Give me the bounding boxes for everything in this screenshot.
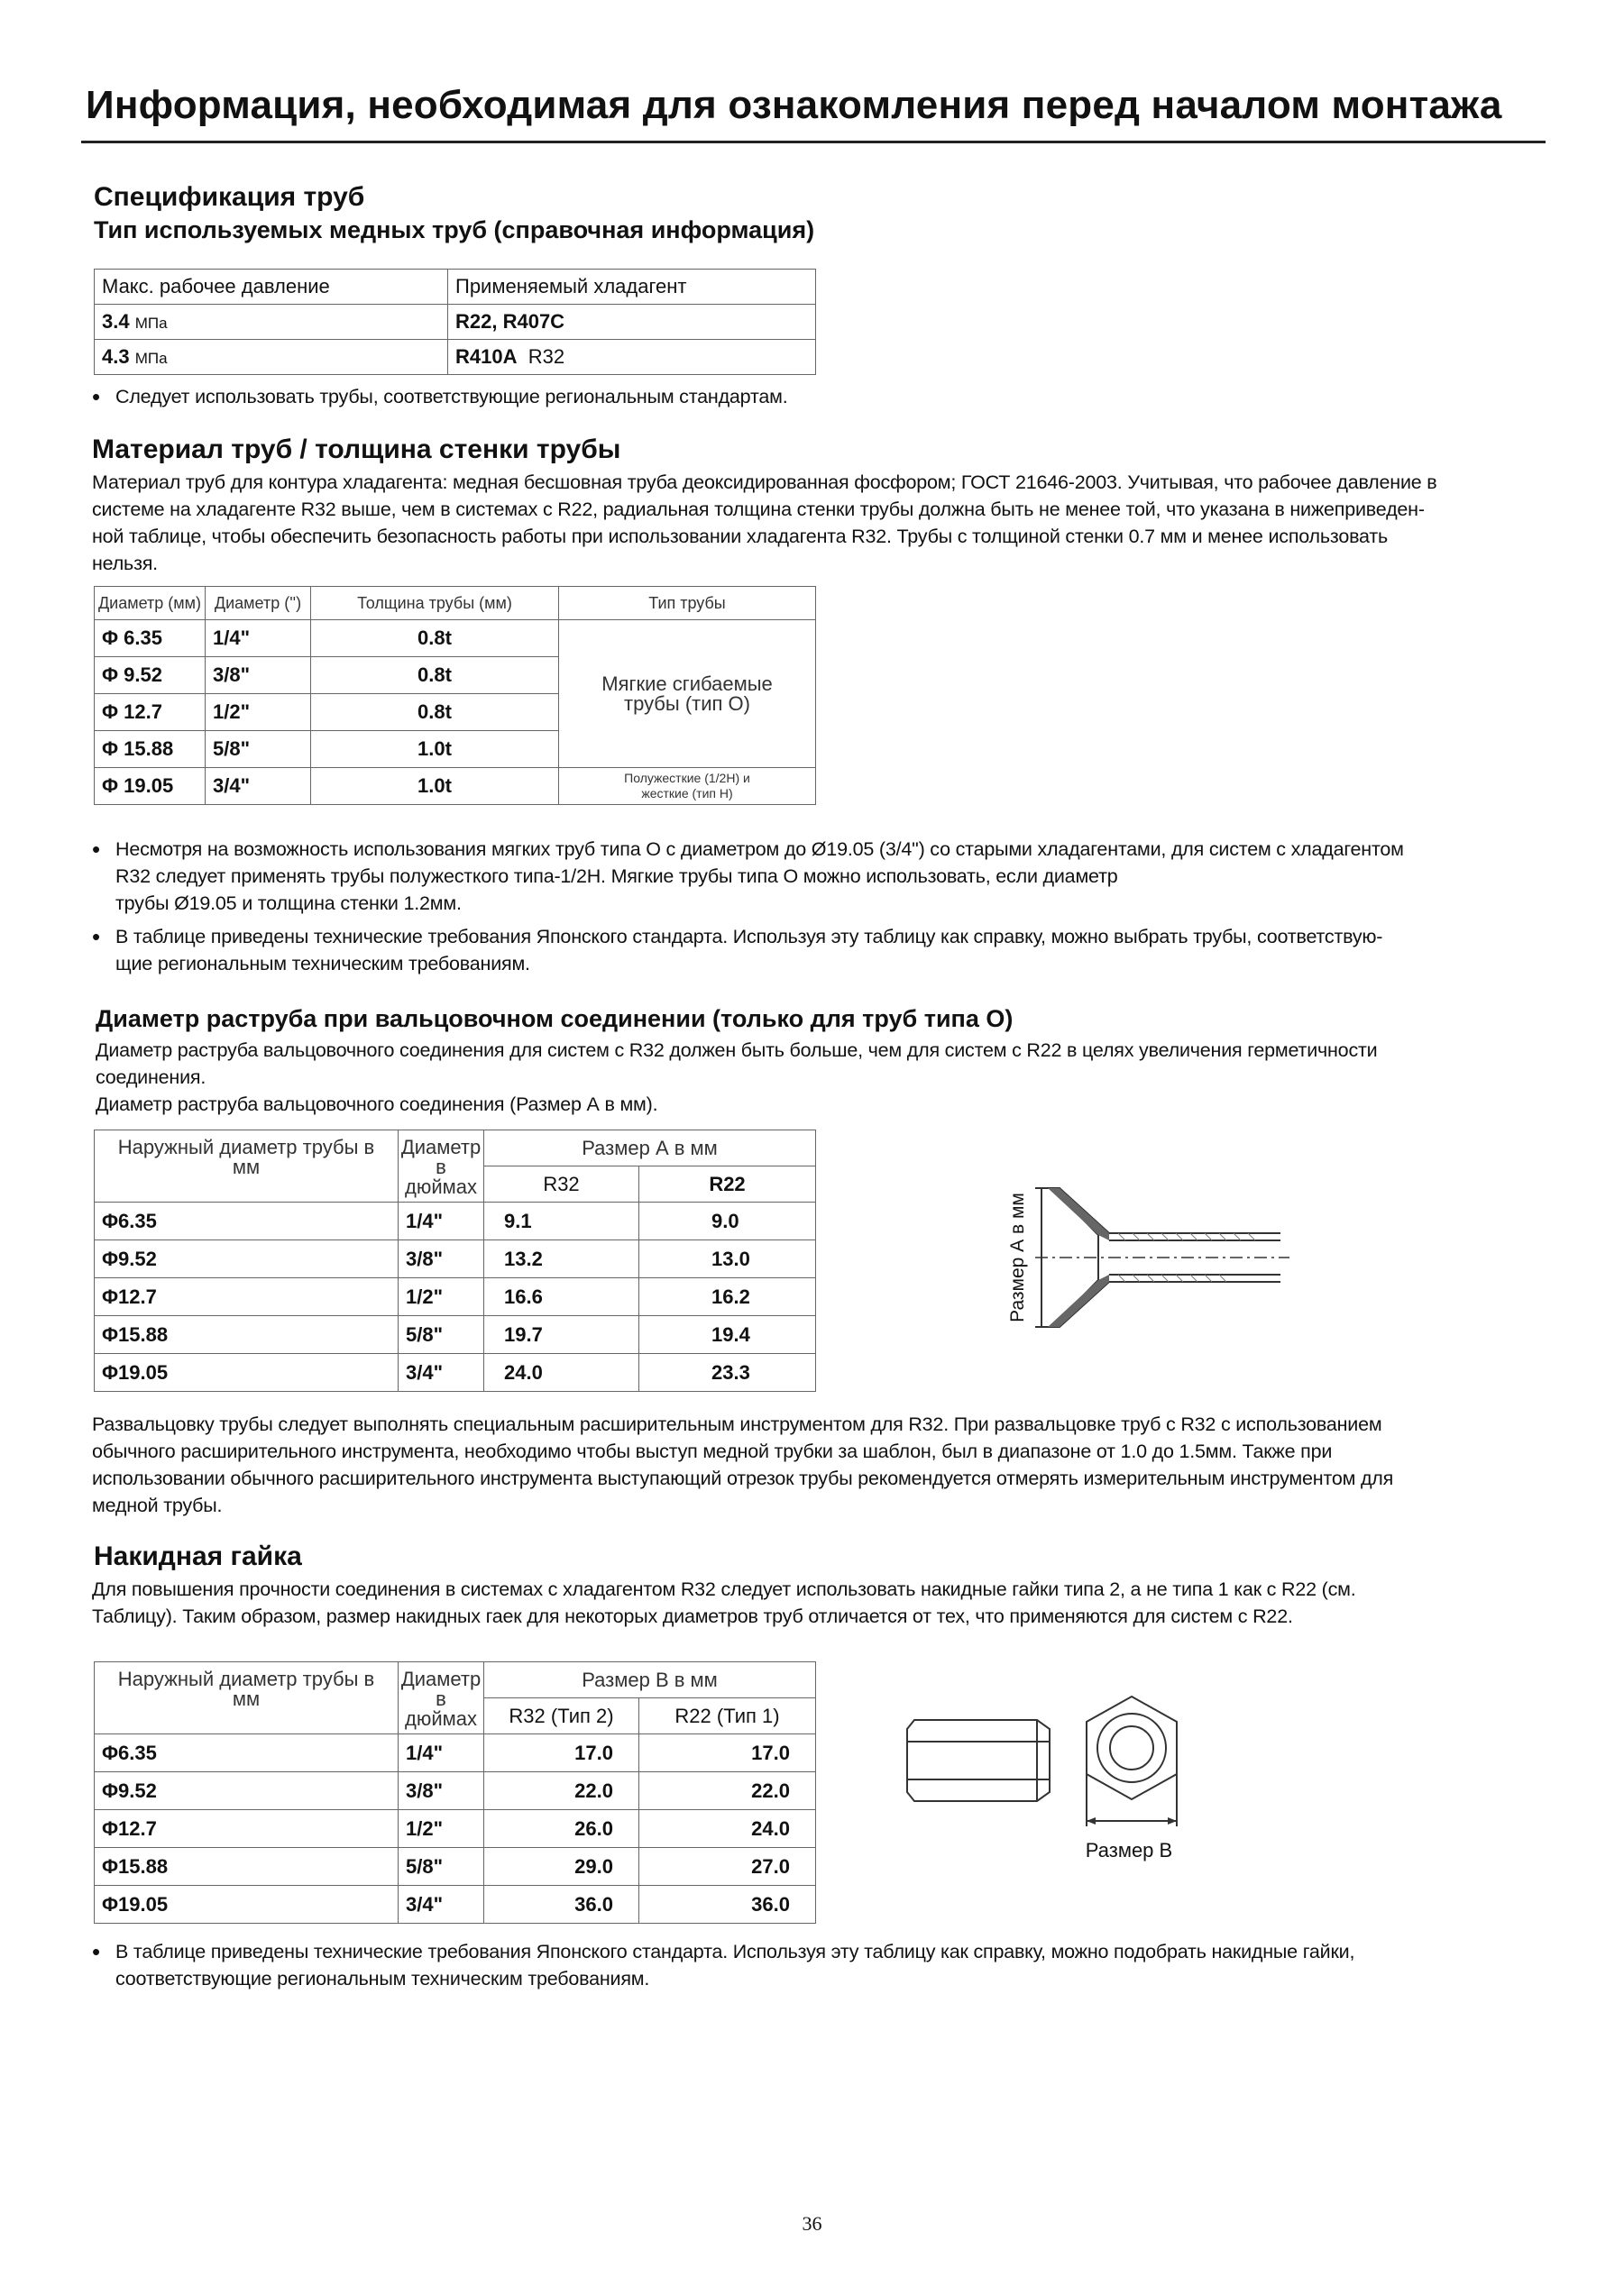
table-cell: 36.0 [484, 1886, 639, 1924]
table-cell-pipe-type-soft: Мягкие сгибаемые трубы (тип О) [559, 620, 816, 768]
table-cell: Φ19.05 [95, 1354, 399, 1392]
table-row [95, 1734, 816, 1772]
table-cell: 1.0t [311, 768, 559, 805]
table-row [95, 1662, 816, 1698]
flare-table [94, 1130, 816, 1392]
table-cell-pipe-type-hard: Полужесткие (1/2H) и жесткие (тип H) [559, 768, 816, 805]
table-cell: Φ19.05 [95, 1886, 399, 1924]
table-row [95, 587, 816, 620]
table-row [95, 1772, 816, 1810]
table-cell: 3/4" [399, 1886, 484, 1924]
table-cell: Φ15.88 [95, 1316, 399, 1354]
page-title: Информация, необходимая для ознакомления перед началом монтажа [86, 83, 1502, 127]
table-cell: 17.0 [484, 1734, 639, 1772]
table-cell: Φ9.52 [95, 1240, 399, 1278]
table-cell: Φ 19.05 [95, 768, 206, 805]
table-cell: Φ 9.52 [95, 657, 206, 694]
table-header: Диаметр в дюймах [399, 1662, 484, 1734]
table-cell: 26.0 [484, 1810, 639, 1848]
nut-note: • В таблице приведены технические требования Японского стандарта. Используя эту таблицу как справку, можно подобрать накидные гайки, соответствующие региональным техническим требованиям. [92, 1938, 1355, 1990]
material-heading: Материал труб / толщина стенки трубы [92, 435, 621, 464]
table-header: Диаметр ('') [206, 587, 311, 620]
thickness-table [94, 586, 816, 805]
table-header: Наружный диаметр трубы в мм [95, 1662, 399, 1734]
table-header: Диаметр в дюймах [399, 1130, 484, 1203]
table-cell: 1/4" [206, 620, 311, 657]
flare-after-paragraph: Развальцовку трубы следует выполнять специальным расширительным инструментом для R32. При развальцовке труб с R32 с использованием обычного расширительного инструмента, необходимо чтобы выступ медной трубки за шаблон, был в диапазоне от 1.0 до 1.5мм. Также при использовании обычного расширительного инструмента выступающий отрезок трубы рекомендуется отмерять измерительным инструментом для медной трубы. [92, 1413, 1394, 1516]
material-paragraph: Материал труб для контура хладагента: медная бесшовная труба деоксидированная фосфором; ГОСТ 21646-2003. Учитывая, что рабочее давление в системе на хладагенте R32 выше, чем в системах с R22, радиальная толщина стенки трубы должна быть не менее той, что указана в нижеприведен- ной таблице, чтобы обеспечить безопасность работы при использовании хладагента R32. Трубы с толщиной стенки 0.7 мм и менее использовать нельзя. [92, 471, 1437, 574]
table-cell: 9.0 [639, 1203, 816, 1240]
flare-diagram-label: Размер А в мм [1007, 1193, 1028, 1322]
material-note-2: • В таблице приведены технические требования Японского стандарта. Используя эту таблицу как справку, можно выбрать трубы, соответствую- щие региональным техническим требованиям. [92, 923, 1383, 974]
table-cell: 5/8" [206, 731, 311, 768]
table-row [95, 620, 816, 657]
table-cell: Φ 12.7 [95, 694, 206, 731]
table-row [95, 1240, 816, 1278]
table-row [95, 1278, 816, 1316]
table-cell: Φ15.88 [95, 1848, 399, 1886]
table-cell: 9.1 [484, 1203, 639, 1240]
table-cell: 5/8" [399, 1316, 484, 1354]
nut-heading: Накидная гайка [94, 1541, 302, 1571]
table-cell: Φ12.7 [95, 1810, 399, 1848]
table-cell: 3.4 МПа [95, 305, 448, 340]
table-cell: Φ9.52 [95, 1772, 399, 1810]
table-header: Диаметр (мм) [95, 587, 206, 620]
table-cell: 16.6 [484, 1278, 639, 1316]
spec-note: • Следует использовать трубы, соответствующие региональным стандартам. [92, 383, 788, 410]
table-cell: 3/8" [399, 1240, 484, 1278]
table-cell: R410A R32 [448, 340, 816, 375]
table-cell: Φ6.35 [95, 1734, 399, 1772]
nut-table [94, 1661, 816, 1924]
flare-paragraph: Диаметр раструба вальцовочного соединения для систем с R32 должен быть больше, чем для систем с R22 в целях увеличения герметичности соединения. Диаметр раструба вальцовочного соединения (Размер А в мм). [96, 1039, 1378, 1115]
bullet-icon: • [92, 923, 100, 950]
table-cell: 17.0 [639, 1734, 816, 1772]
nut-paragraph: Для повышения прочности соединения в системах с хладагентом R32 следует использовать накидные гайки типа 2, а не типа 1 как с R22 (см. Таблицу). Таким образом, размер накидных гаек для некоторых диаметров труб отличается от тех, что применяются для систем с R22. [92, 1578, 1356, 1627]
table-cell: 1/4" [399, 1734, 484, 1772]
table-header: R22 (Тип 1) [639, 1698, 816, 1734]
table-cell: 22.0 [484, 1772, 639, 1810]
table-cell: R22, R407C [448, 305, 816, 340]
nut-diagram [902, 1686, 1208, 1884]
page-number: 36 [802, 2212, 822, 2235]
table-cell: 36.0 [639, 1886, 816, 1924]
table-cell: 5/8" [399, 1848, 484, 1886]
spec-heading: Спецификация труб [94, 182, 365, 212]
table-cell: 29.0 [484, 1848, 639, 1886]
table-cell: Φ 15.88 [95, 731, 206, 768]
table-cell: 16.2 [639, 1278, 816, 1316]
table-header: Размер В в мм [484, 1662, 816, 1698]
table-cell: 0.8t [311, 694, 559, 731]
spec-subheading: Тип используемых медных труб (справочная информация) [94, 216, 815, 243]
table-header: Толщина трубы (мм) [311, 587, 559, 620]
table-cell: 1.0t [311, 731, 559, 768]
table-cell: 19.4 [639, 1316, 816, 1354]
table-row [95, 340, 816, 375]
table-header: R22 [639, 1166, 816, 1203]
table-cell: 3/8" [399, 1772, 484, 1810]
nut-diagram-label: Размер В [1085, 1839, 1173, 1861]
table-cell: 24.0 [484, 1354, 639, 1392]
pressure-table [94, 269, 816, 375]
table-cell: 3/4" [206, 768, 311, 805]
table-row [95, 768, 816, 805]
table-row [95, 305, 816, 340]
table-cell: Φ6.35 [95, 1203, 399, 1240]
bullet-icon: • [92, 1938, 100, 1965]
table-cell: 19.7 [484, 1316, 639, 1354]
table-header: R32 [484, 1166, 639, 1203]
table-header: Применяемый хладагент [448, 270, 816, 305]
material-note-1: • Несмотря на возможность использования мягких труб типа О с диаметром до Ø19.05 (3/4") со старыми хладагентами, для систем с хладагентом R32 следует применять трубы полужесткого типа-1/2H. Мягкие трубы типа О можно использовать, если диаметр трубы Ø19.05 и толщина стенки 1.2мм. [92, 836, 1404, 914]
table-cell: Φ 6.35 [95, 620, 206, 657]
table-cell: 13.0 [639, 1240, 816, 1278]
flare-heading: Диаметр раструба при вальцовочном соединении (только для труб типа О) [96, 1005, 1014, 1032]
table-row [95, 1316, 816, 1354]
table-cell: 3/8" [206, 657, 311, 694]
table-header: R32 (Тип 2) [484, 1698, 639, 1734]
table-cell: 22.0 [639, 1772, 816, 1810]
table-cell: Φ12.7 [95, 1278, 399, 1316]
table-cell: 1/2" [206, 694, 311, 731]
table-row [95, 1810, 816, 1848]
table-header: Макс. рабочее давление [95, 270, 448, 305]
table-cell: 13.2 [484, 1240, 639, 1278]
table-row [95, 1848, 816, 1886]
table-cell: 23.3 [639, 1354, 816, 1392]
table-cell: 1/2" [399, 1810, 484, 1848]
table-cell: 27.0 [639, 1848, 816, 1886]
table-cell: 24.0 [639, 1810, 816, 1848]
table-cell: 3/4" [399, 1354, 484, 1392]
bullet-icon: • [92, 383, 100, 410]
table-row [95, 1886, 816, 1924]
title-rule [81, 141, 1546, 143]
table-row [95, 1354, 816, 1392]
table-cell: 0.8t [311, 620, 559, 657]
table-header: Наружный диаметр трубы в мм [95, 1130, 399, 1203]
table-cell: 0.8t [311, 657, 559, 694]
bullet-icon: • [92, 836, 100, 863]
table-row [95, 1130, 816, 1166]
table-row [95, 270, 816, 305]
table-header: Тип трубы [559, 587, 816, 620]
table-cell: 4.3 МПа [95, 340, 448, 375]
table-row [95, 1203, 816, 1240]
table-cell: 1/2" [399, 1278, 484, 1316]
table-cell: 1/4" [399, 1203, 484, 1240]
flare-diagram [992, 1172, 1298, 1334]
table-header: Размер А в мм [484, 1130, 816, 1166]
